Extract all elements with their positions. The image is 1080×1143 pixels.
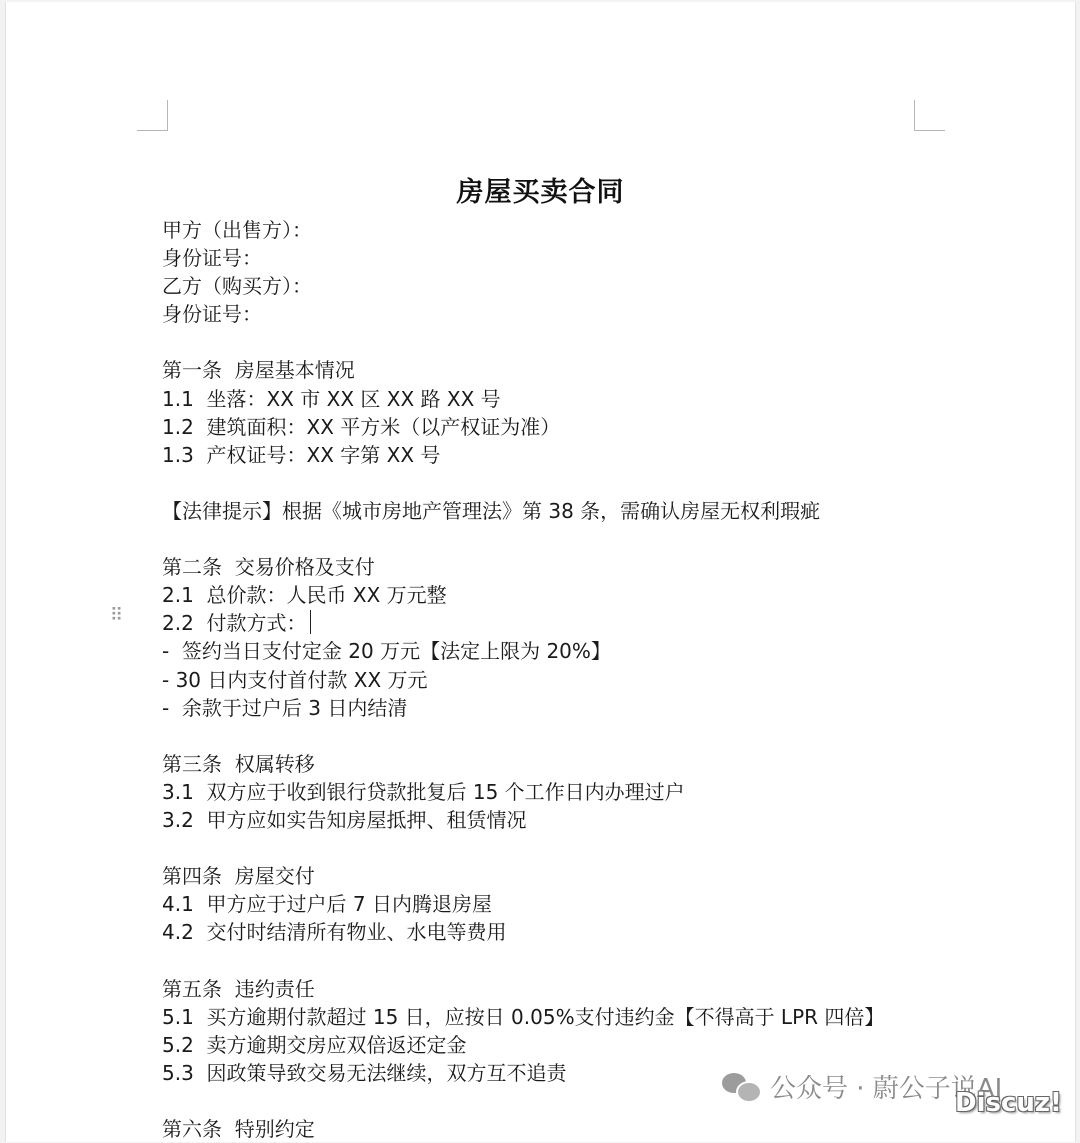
document-title[interactable]: 房屋买卖合同 bbox=[456, 177, 625, 208]
section-2-item[interactable]: - 余款于过户后 3 日内结清 bbox=[162, 695, 408, 720]
section-1-item[interactable]: 1.2 建筑面积：XX 平方米（以产权证为准） bbox=[162, 414, 561, 439]
section-3-item[interactable]: 3.2 甲方应如实告知房屋抵押、租赁情况 bbox=[162, 807, 527, 832]
section-2-item[interactable]: - 30 日内支付首付款 XX 万元 bbox=[162, 667, 428, 692]
section-5-item[interactable]: 5.3 因政策导致交易无法继续，双方互不追责 bbox=[162, 1060, 567, 1085]
blank-line[interactable] bbox=[162, 834, 962, 862]
section-1-item[interactable]: 1.1 坐落：XX 市 XX 区 XX 路 XX 号 bbox=[162, 386, 501, 411]
section-2-heading[interactable]: 第二条 交易价格及支付 bbox=[162, 555, 375, 580]
section-6-heading[interactable]: 第六条 特别约定 bbox=[162, 1117, 315, 1141]
section-5-item[interactable]: 5.2 卖方逾期交房应双倍返还定金 bbox=[162, 1032, 467, 1057]
document-body[interactable] bbox=[162, 216, 962, 1143]
party-b-line[interactable]: 乙方（购买方）： bbox=[162, 274, 312, 299]
party-b-id-line[interactable]: 身份证号： bbox=[162, 302, 262, 327]
section-2-item[interactable]: 2.1 总价款：人民币 XX 万元整 bbox=[162, 583, 447, 608]
blank-line[interactable] bbox=[162, 525, 962, 553]
text-cursor bbox=[310, 610, 312, 634]
section-4-item[interactable]: 4.1 甲方应于过户后 7 日内腾退房屋 bbox=[162, 892, 492, 917]
discuz-watermark-logo: Discuz! bbox=[955, 1088, 1062, 1118]
section-1-heading[interactable]: 第一条 房屋基本情况 bbox=[162, 358, 355, 383]
drag-handle-icon[interactable]: ⠿ bbox=[110, 605, 125, 626]
section-4-heading[interactable]: 第四条 房屋交付 bbox=[162, 864, 315, 889]
section-4-item[interactable]: 4.2 交付时结清所有物业、水电等费用 bbox=[162, 920, 507, 945]
section-3-heading[interactable]: 第三条 权属转移 bbox=[162, 751, 315, 776]
section-2-item[interactable]: - 签约当日支付定金 20 万元【法定上限为 20%】 bbox=[162, 639, 611, 664]
section-5-heading[interactable]: 第五条 违约责任 bbox=[162, 976, 315, 1001]
wechat-account-text: 公众号 · 蔚公子说AI bbox=[770, 1073, 1003, 1104]
section-2-item-payment[interactable] bbox=[162, 609, 962, 637]
section-1-item[interactable]: 1.3 产权证号：XX 字第 XX 号 bbox=[162, 442, 441, 467]
payment-method-label: 2.2 付款方式： bbox=[162, 611, 307, 636]
blank-line[interactable] bbox=[162, 722, 962, 750]
legal-tip[interactable]: 【法律提示】根据《城市房地产管理法》第 38 条，需确认房屋无权利瑕疵 bbox=[162, 498, 821, 523]
blank-line[interactable] bbox=[162, 328, 962, 356]
crop-mark-top-left bbox=[137, 100, 168, 131]
party-a-id-line[interactable]: 身份证号： bbox=[162, 246, 262, 271]
party-a-line[interactable]: 甲方（出售方）： bbox=[162, 218, 312, 242]
section-5-item[interactable]: 5.1 买方逾期付款超过 15 日，应按日 0.05%支付违约金【不得高于 LPR 四倍】 bbox=[162, 1004, 885, 1029]
section-3-item[interactable]: 3.1 双方应于收到银行贷款批复后 15 个工作日内办理过户 bbox=[162, 779, 685, 804]
crop-mark-top-right bbox=[914, 100, 945, 131]
wechat-icon bbox=[722, 1069, 762, 1103]
blank-line[interactable] bbox=[162, 946, 962, 974]
blank-line[interactable] bbox=[162, 469, 962, 497]
